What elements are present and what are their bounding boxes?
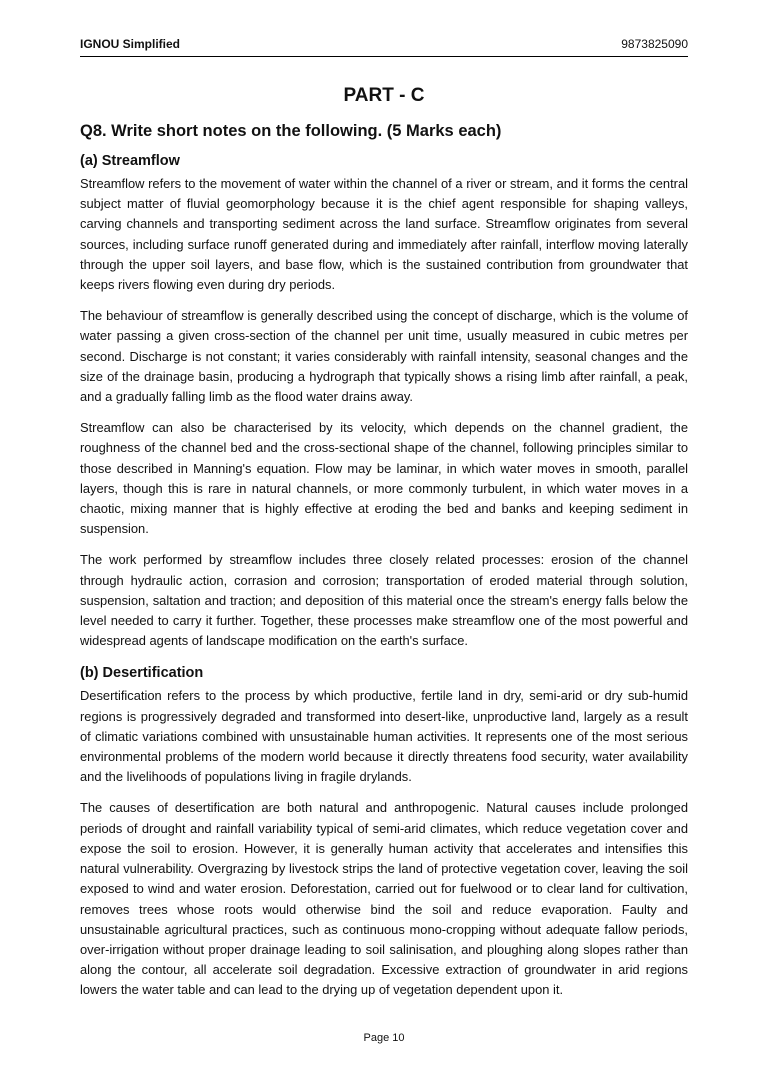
header-phone: 9873825090 <box>621 37 688 51</box>
section-heading-desertification: (b) Desertification <box>80 665 204 682</box>
paragraph: The work performed by streamflow includes three closely related processes: erosion of the channel through hydraulic action, corrasion and corrosion; transportation of eroded material through solution, suspension, saltation and traction; and deposition of this material once the stream's energy falls below the level needed to carry it further. Together, these processes make streamflow one of the most powerful and widespread agents of landscape modification on the earth's surface. <box>80 552 688 649</box>
paragraph: Desertification refers to the process by which productive, fertile land in dry, semi-arid or dry sub-humid regions is progressively degraded and transformed into desert-like, unproductive land, largely as a result of climatic variations combined with unsustainable human activities. It represents one of the most serious environmental problems of the modern world because it directly threatens food security, water availability and the livelihoods of populations living in fragile drylands. <box>80 688 688 785</box>
part-title: PART - C <box>343 85 425 106</box>
page-number: Page 10 <box>363 1032 405 1044</box>
paragraph: Streamflow can also be characterised by its velocity, which depends on the channel gradient, the roughness of the channel bed and the cross-sectional shape of the channel, following principles similar to those described in Manning's equation. Flow may be laminar, in which water moves in smooth, parallel layers, though this is rare in natural channels, or more commonly turbulent, in which water moves in a chaotic, mixing manner that is highly effective at eroding the bed and banks and keeping sediment in suspension. <box>80 420 688 537</box>
paragraph: The behaviour of streamflow is generally described using the concept of discharge, which is the volume of water passing a given cross-section of the channel per unit time, usually measured in cubic metres per second. Discharge is not constant; it varies considerably with rainfall intensity, seasonal changes and the size of the drainage basin, producing a hydrograph that typically shows a rising limb after rainfall, a peak, and a gradually falling limb as the flood water drains away. <box>80 308 688 405</box>
section-heading-streamflow: (a) Streamflow <box>80 153 180 169</box>
page-header <box>80 34 688 57</box>
paragraph: Streamflow refers to the movement of water within the channel of a river or stream, and it forms the central subject matter of fluvial geomorphology because it is the chief agent responsible for shaping valleys, carving channels and transporting sediment across the land surface. Streamflow originates from several sources, including surface runoff generated during and immediately after rainfall, interflow moving laterally through the upper soil layers, and base flow, which is the sustained contribution from groundwater that keeps rivers flowing even during dry periods. <box>80 176 688 293</box>
header-title: IGNOU Simplified <box>80 37 181 51</box>
question-heading: Q8. Write short notes on the following. (5 Marks each) <box>80 122 502 140</box>
page-content <box>80 84 688 1012</box>
paragraph: The causes of desertification are both natural and anthropogenic. Natural causes include prolonged periods of drought and rainfall variability typical of semi-arid climates, which reduce vegetation cover and expose the soil to erosion. However, it is generally human activity that accelerates and intensifies this natural vulnerability. Overgrazing by livestock strips the land of protective vegetation cover, leaving the soil exposed to wind and water erosion. Deforestation, carried out for fuelwood or to clear land for cultivation, removes trees whose roots would otherwise bind the soil and reduce evaporation. Faulty and unsustainable agricultural practices, such as continuous mono-cropping without adequate fallow periods, over-irrigation without proper drainage leading to soil salinisation, and ploughing along slopes rather than along the contour, all accelerate soil degradation. Excessive extraction of groundwater in arid regions lowers the water table and can lead to the drying up of vegetation dependent upon it. <box>80 800 688 998</box>
